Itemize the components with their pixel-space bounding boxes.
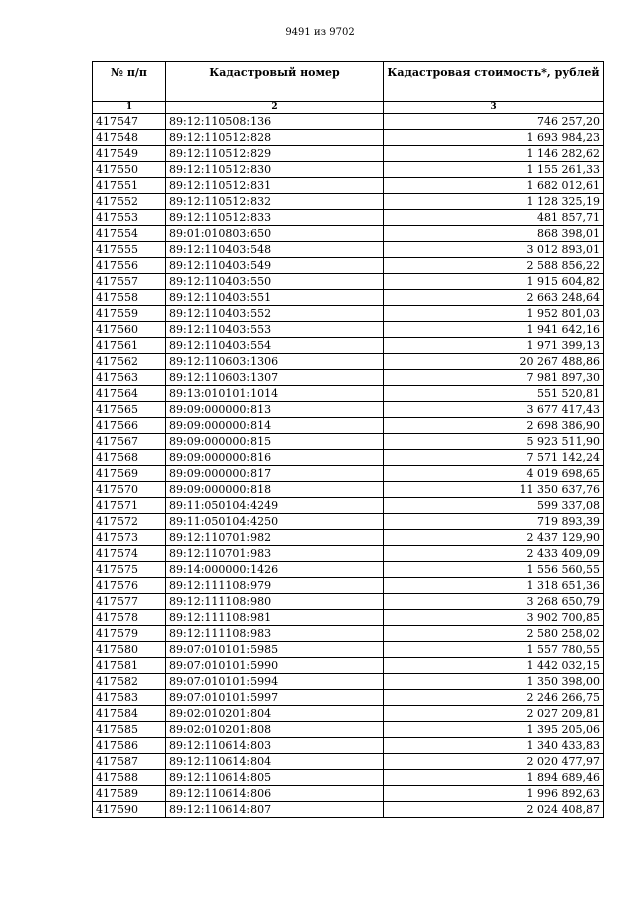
row-number-cell: 417575: [93, 562, 166, 578]
cadastral-number-cell: 89:12:110403:548: [166, 242, 384, 258]
table-row: [93, 242, 604, 258]
cadastral-value-cell: 481 857,71: [384, 210, 604, 226]
cadastral-number-cell: 89:07:010101:5985: [166, 642, 384, 658]
header-row-number: № п/п: [93, 62, 166, 102]
cadastral-number-cell: 89:12:110614:807: [166, 802, 384, 818]
row-number-cell: 417551: [93, 178, 166, 194]
row-number-cell: 417559: [93, 306, 166, 322]
cadastral-number-cell: 89:12:110403:551: [166, 290, 384, 306]
row-number-cell: 417580: [93, 642, 166, 658]
cadastral-number-cell: 89:12:110508:136: [166, 114, 384, 130]
table-row: [93, 434, 604, 450]
table-row: [93, 706, 604, 722]
header-cadastral-number: Кадастровый номер: [166, 62, 384, 102]
column-number-row: [93, 102, 604, 114]
row-number-cell: 417578: [93, 610, 166, 626]
row-number-cell: 417571: [93, 498, 166, 514]
table-row: [93, 466, 604, 482]
cadastral-value-cell: 2 580 258,02: [384, 626, 604, 642]
cadastral-number-cell: 89:09:000000:815: [166, 434, 384, 450]
cadastral-number-cell: 89:12:110614:805: [166, 770, 384, 786]
row-number-cell: 417567: [93, 434, 166, 450]
row-number-cell: 417561: [93, 338, 166, 354]
row-number-cell: 417557: [93, 274, 166, 290]
table-row: [93, 130, 604, 146]
column-number: 3: [384, 102, 604, 114]
table-row: [93, 626, 604, 642]
table-row: [93, 322, 604, 338]
table-header-row: [93, 62, 604, 102]
table-row: [93, 498, 604, 514]
row-number-cell: 417554: [93, 226, 166, 242]
cadastral-value-cell: 4 019 698,65: [384, 466, 604, 482]
cadastral-value-cell: 11 350 637,76: [384, 482, 604, 498]
cadastral-number-cell: 89:11:050104:4250: [166, 514, 384, 530]
table-row: [93, 770, 604, 786]
table-row: [93, 546, 604, 562]
row-number-cell: 417563: [93, 370, 166, 386]
cadastral-number-cell: 89:14:000000:1426: [166, 562, 384, 578]
header-cadastral-value: Кадастровая стоимость*, рублей: [384, 62, 604, 102]
table-row: [93, 338, 604, 354]
cadastral-number-cell: 89:12:110603:1306: [166, 354, 384, 370]
table-row: [93, 114, 604, 130]
cadastral-value-cell: 2 433 409,09: [384, 546, 604, 562]
cadastral-value-cell: 868 398,01: [384, 226, 604, 242]
cadastral-value-cell: 1 395 205,06: [384, 722, 604, 738]
table-row: [93, 786, 604, 802]
cadastral-value-cell: 3 268 650,79: [384, 594, 604, 610]
table-body: [93, 114, 604, 818]
cadastral-value-cell: 1 952 801,03: [384, 306, 604, 322]
cadastral-number-cell: 89:07:010101:5994: [166, 674, 384, 690]
row-number-cell: 417547: [93, 114, 166, 130]
row-number-cell: 417558: [93, 290, 166, 306]
row-number-cell: 417572: [93, 514, 166, 530]
cadastral-value-cell: 3 677 417,43: [384, 402, 604, 418]
cadastral-value-cell: 1 442 032,15: [384, 658, 604, 674]
cadastral-value-cell: 2 698 386,90: [384, 418, 604, 434]
cadastral-number-cell: 89:12:110701:983: [166, 546, 384, 562]
cadastral-number-cell: 89:12:110701:982: [166, 530, 384, 546]
cadastral-number-cell: 89:12:110614:803: [166, 738, 384, 754]
cadastral-number-cell: 89:12:110512:829: [166, 146, 384, 162]
cadastral-value-cell: 599 337,08: [384, 498, 604, 514]
cadastral-number-cell: 89:12:111108:980: [166, 594, 384, 610]
cadastral-value-cell: 2 027 209,81: [384, 706, 604, 722]
cadastral-number-cell: 89:12:110512:833: [166, 210, 384, 226]
row-number-cell: 417549: [93, 146, 166, 162]
row-number-cell: 417570: [93, 482, 166, 498]
cadastral-value-cell: 1 941 642,16: [384, 322, 604, 338]
table-row: [93, 754, 604, 770]
cadastral-value-cell: 7 981 897,30: [384, 370, 604, 386]
cadastral-value-cell: 1 146 282,62: [384, 146, 604, 162]
table-row: [93, 418, 604, 434]
cadastral-value-cell: 2 020 477,97: [384, 754, 604, 770]
row-number-cell: 417569: [93, 466, 166, 482]
cadastral-number-cell: 89:09:000000:816: [166, 450, 384, 466]
cadastral-number-cell: 89:12:110512:831: [166, 178, 384, 194]
table-row: [93, 194, 604, 210]
row-number-cell: 417574: [93, 546, 166, 562]
table-row: [93, 594, 604, 610]
row-number-cell: 417587: [93, 754, 166, 770]
cadastral-number-cell: 89:02:010201:808: [166, 722, 384, 738]
row-number-cell: 417548: [93, 130, 166, 146]
table-row: [93, 402, 604, 418]
cadastral-number-cell: 89:12:110614:804: [166, 754, 384, 770]
table-row: [93, 354, 604, 370]
cadastral-number-cell: 89:12:111108:979: [166, 578, 384, 594]
table-row: [93, 370, 604, 386]
cadastral-number-cell: 89:09:000000:814: [166, 418, 384, 434]
cadastral-number-cell: 89:07:010101:5997: [166, 690, 384, 706]
table-row: [93, 514, 604, 530]
cadastral-number-cell: 89:07:010101:5990: [166, 658, 384, 674]
cadastral-value-cell: 1 556 560,55: [384, 562, 604, 578]
row-number-cell: 417564: [93, 386, 166, 402]
cadastral-number-cell: 89:13:010101:1014: [166, 386, 384, 402]
table-row: [93, 162, 604, 178]
cadastral-value-cell: 2 663 248,64: [384, 290, 604, 306]
table-row: [93, 690, 604, 706]
cadastral-value-cell: 1 155 261,33: [384, 162, 604, 178]
table-row: [93, 802, 604, 818]
table-row: [93, 658, 604, 674]
cadastral-number-cell: 89:12:110603:1307: [166, 370, 384, 386]
column-number: 1: [93, 102, 166, 114]
cadastral-number-cell: 89:12:111108:983: [166, 626, 384, 642]
row-number-cell: 417584: [93, 706, 166, 722]
row-number-cell: 417588: [93, 770, 166, 786]
row-number-cell: 417568: [93, 450, 166, 466]
cadastral-value-cell: 1 318 651,36: [384, 578, 604, 594]
table-row: [93, 610, 604, 626]
row-number-cell: 417586: [93, 738, 166, 754]
column-number: 2: [166, 102, 384, 114]
table-row: [93, 146, 604, 162]
cadastral-value-cell: 1 557 780,55: [384, 642, 604, 658]
cadastral-number-cell: 89:12:110614:806: [166, 786, 384, 802]
cadastral-value-cell: 1 682 012,61: [384, 178, 604, 194]
row-number-cell: 417566: [93, 418, 166, 434]
cadastral-number-cell: 89:12:110403:549: [166, 258, 384, 274]
cadastral-number-cell: 89:09:000000:818: [166, 482, 384, 498]
row-number-cell: 417579: [93, 626, 166, 642]
row-number-cell: 417573: [93, 530, 166, 546]
cadastral-number-cell: 89:11:050104:4249: [166, 498, 384, 514]
row-number-cell: 417565: [93, 402, 166, 418]
cadastral-number-cell: 89:12:110403:552: [166, 306, 384, 322]
cadastral-number-cell: 89:12:111108:981: [166, 610, 384, 626]
row-number-cell: 417555: [93, 242, 166, 258]
cadastral-number-cell: 89:01:010803:650: [166, 226, 384, 242]
table-row: [93, 530, 604, 546]
table-row: [93, 274, 604, 290]
table-row: [93, 562, 604, 578]
cadastral-value-cell: 2 246 266,75: [384, 690, 604, 706]
cadastral-value-cell: 719 893,39: [384, 514, 604, 530]
row-number-cell: 417562: [93, 354, 166, 370]
row-number-cell: 417590: [93, 802, 166, 818]
page-number: 9491 из 9702: [285, 27, 355, 38]
cadastral-number-cell: 89:12:110403:554: [166, 338, 384, 354]
cadastral-value-cell: 3 012 893,01: [384, 242, 604, 258]
cadastral-value-cell: 1 128 325,19: [384, 194, 604, 210]
cadastral-value-cell: 1 894 689,46: [384, 770, 604, 786]
table-row: [93, 306, 604, 322]
cadastral-number-cell: 89:12:110403:553: [166, 322, 384, 338]
table-row: [93, 450, 604, 466]
row-number-cell: 417550: [93, 162, 166, 178]
table-row: [93, 642, 604, 658]
table-row: [93, 482, 604, 498]
row-number-cell: 417585: [93, 722, 166, 738]
table-row: [93, 738, 604, 754]
cadastral-value-cell: 20 267 488,86: [384, 354, 604, 370]
cadastral-value-cell: 1 350 398,00: [384, 674, 604, 690]
cadastral-number-cell: 89:09:000000:813: [166, 402, 384, 418]
row-number-cell: 417556: [93, 258, 166, 274]
row-number-cell: 417560: [93, 322, 166, 338]
cadastral-value-table: [92, 61, 604, 818]
cadastral-value-cell: 7 571 142,24: [384, 450, 604, 466]
cadastral-number-cell: 89:12:110512:828: [166, 130, 384, 146]
cadastral-value-cell: 1 996 892,63: [384, 786, 604, 802]
cadastral-value-cell: 2 024 408,87: [384, 802, 604, 818]
row-number-cell: 417589: [93, 786, 166, 802]
cadastral-value-cell: 746 257,20: [384, 114, 604, 130]
cadastral-value-cell: 1 971 399,13: [384, 338, 604, 354]
cadastral-value-cell: 2 588 856,22: [384, 258, 604, 274]
row-number-cell: 417582: [93, 674, 166, 690]
row-number-cell: 417577: [93, 594, 166, 610]
cadastral-value-cell: 1 915 604,82: [384, 274, 604, 290]
table-row: [93, 226, 604, 242]
cadastral-value-cell: 5 923 511,90: [384, 434, 604, 450]
cadastral-value-cell: 551 520,81: [384, 386, 604, 402]
table-row: [93, 290, 604, 306]
table-row: [93, 386, 604, 402]
cadastral-value-cell: 3 902 700,85: [384, 610, 604, 626]
row-number-cell: 417576: [93, 578, 166, 594]
row-number-cell: 417553: [93, 210, 166, 226]
cadastral-value-cell: 1 340 433,83: [384, 738, 604, 754]
cadastral-number-cell: 89:09:000000:817: [166, 466, 384, 482]
cadastral-value-cell: 2 437 129,90: [384, 530, 604, 546]
cadastral-value-cell: 1 693 984,23: [384, 130, 604, 146]
cadastral-number-cell: 89:12:110512:832: [166, 194, 384, 210]
cadastral-number-cell: 89:12:110403:550: [166, 274, 384, 290]
table-row: [93, 258, 604, 274]
table-row: [93, 210, 604, 226]
table-row: [93, 674, 604, 690]
row-number-cell: 417581: [93, 658, 166, 674]
cadastral-number-cell: 89:02:010201:804: [166, 706, 384, 722]
row-number-cell: 417552: [93, 194, 166, 210]
table-row: [93, 578, 604, 594]
cadastral-number-cell: 89:12:110512:830: [166, 162, 384, 178]
table-row: [93, 722, 604, 738]
table-row: [93, 178, 604, 194]
row-number-cell: 417583: [93, 690, 166, 706]
